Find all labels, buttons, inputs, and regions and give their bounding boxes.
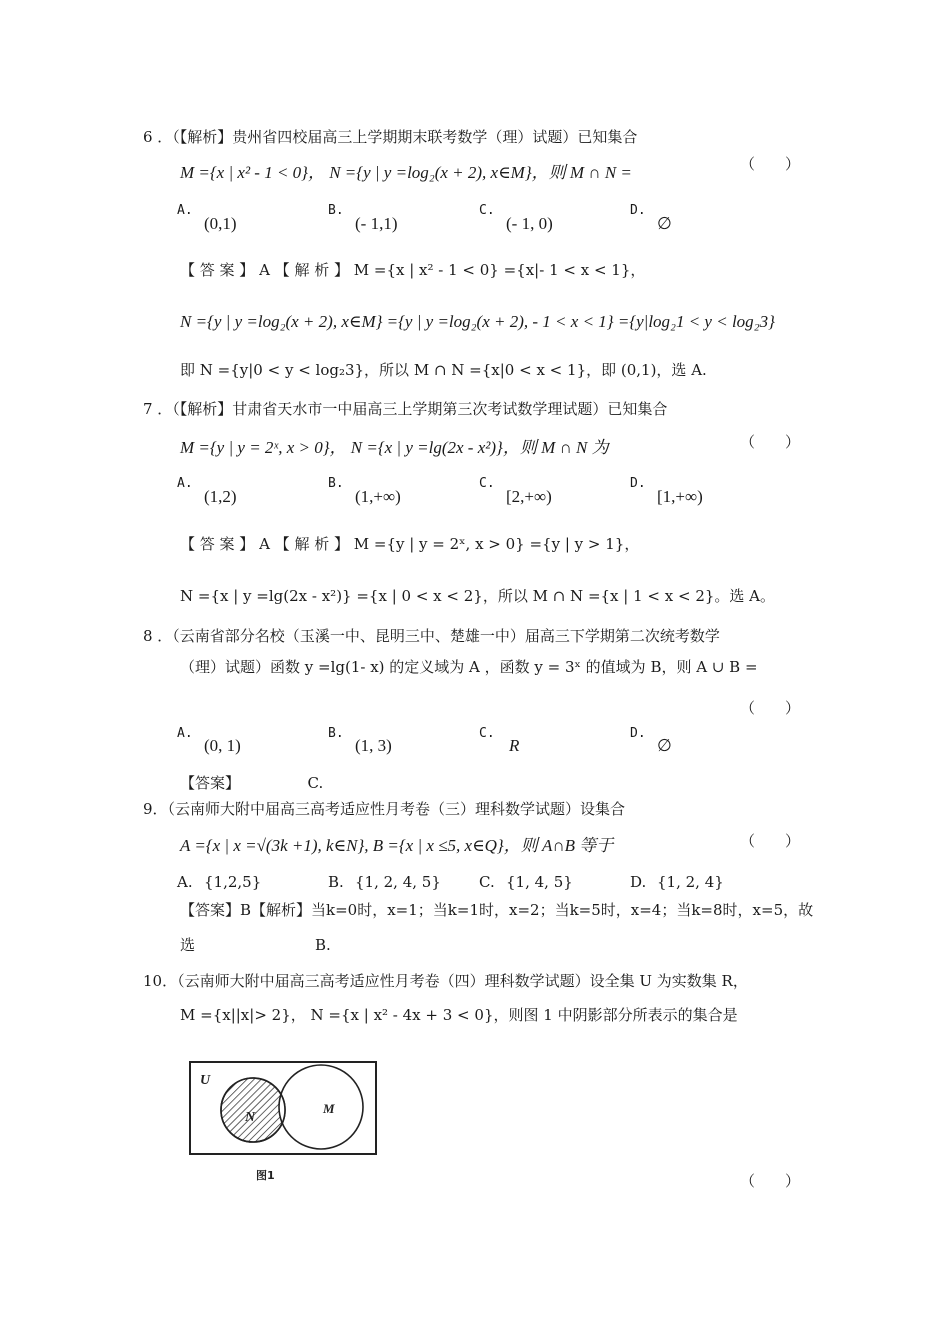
q9-answer-paren: （ ） (740, 832, 801, 850)
q9-option-d-value: {1, 2, 4} (657, 873, 724, 891)
q9-answer-line1: 【答案】B【解析】当k=0时，x=1；当k=1时，x=2；当k=5时，x=4；当k=8时，x=5，故 (180, 901, 814, 919)
q6-stem-line1: 6 ．（【解析】贵州省四校届高三上学期期末联考数学（理）试题）已知集合 (143, 128, 638, 146)
q8-answer: 【答案】 C. (180, 774, 324, 792)
q6-option-b-value: (- 1,1) (355, 214, 398, 233)
q6-option-a-value: (0,1) (204, 214, 237, 233)
q7-option-a-label: A. (177, 476, 193, 491)
q8-stem-line1: 8 ．（云南省部分名校（玉溪一中、昆明三中、楚雄一中）届高三下学期第二次统考数学 (143, 627, 720, 645)
q6-option-b-label: B. (328, 203, 344, 218)
q7-option-d-value: [1,+∞) (657, 487, 703, 506)
q6-answer-line2: N ={y | y =log₂(x + 2), x∈M} ={y | y =log₂(x + 2), - 1 < x < 1} ={y|log₂1 < y < log₂3} (180, 312, 775, 331)
q7-option-b-label: B. (328, 476, 344, 491)
q7-option-a-value: (1,2) (204, 487, 237, 506)
set-m-circle (279, 1065, 363, 1149)
q6-stem-math: M ={x | x² - 1 < 0}， N ={y | y =log₂(x + 2), x∈M}，则 M ∩ N = (180, 163, 632, 182)
figure-caption: 图1 (256, 1169, 275, 1182)
label-u: U (200, 1073, 211, 1088)
q9-option-c-label: C. (479, 873, 495, 891)
q7-option-c-label: C. (479, 476, 495, 491)
q10-stem-line2: M ={x||x|> 2}， N ={x | x² - 4x + 3 < 0}，则图 1 中阴影部分所表示的集合是 (180, 1006, 738, 1024)
q6-answer-paren: （ ） (740, 155, 801, 173)
q9-option-a-value: {1,2,5} (204, 873, 262, 891)
q6-answer-line3: 即 N ={y|0 < y < log₂3}，所以 M ∩ N ={x|0 < x < 1}，即 (0,1)，选 A. (180, 361, 707, 379)
venn-figure (188, 1060, 378, 1185)
q8-stem-line2: （理）试题）函数 y =lg(1- x) 的定义域为 A ，函数 y = 3ˣ 的值域为 B，则 A ∪ B = (180, 658, 758, 676)
q9-option-a-label: A. (177, 873, 193, 891)
q8-option-d-label: D. (630, 726, 646, 741)
q8-option-a-value: (0, 1) (204, 736, 241, 755)
q7-stem-line1: 7 ．（【解析】甘肃省天水市一中届高三上学期第三次考试数学理试题）已知集合 (143, 400, 668, 418)
q7-answer-line1: 【 答 案 】 A 【 解 析 】 M ={y | y = 2ˣ, x > 0} ={y | y > 1}， (180, 535, 640, 553)
q8-answer-paren: （ ） (740, 699, 801, 717)
q9-stem-math: A ={x | x =√(3k +1), k∈N}, B ={x | x ≤5, x∈Q}，则 A∩B 等于 (180, 836, 614, 855)
q7-option-d-label: D. (630, 476, 646, 491)
q9-stem-line1: 9．（云南师大附中届高三高考适应性月考卷（三）理科数学试题）设集合 (143, 800, 626, 818)
q8-option-c-value: R (509, 736, 520, 755)
q6-option-c-value: (- 1, 0) (506, 214, 553, 233)
q8-option-c-label: C. (479, 726, 495, 741)
q9-answer-line2: 选 B. (180, 936, 331, 954)
q8-option-d-value: ∅ (657, 736, 672, 755)
q9-option-c-value: {1, 4, 5} (506, 873, 573, 891)
q7-stem-math: M ={y | y = 2ˣ, x > 0}， N ={x | y =lg(2x - x²)}，则 M ∩ N 为 (180, 438, 609, 457)
q8-option-a-label: A. (177, 726, 193, 741)
venn-diagram (188, 1060, 378, 1185)
q9-option-b-value: {1, 2, 4, 5} (355, 873, 441, 891)
label-n: N (245, 1110, 256, 1125)
q7-answer-paren: （ ） (740, 433, 801, 451)
q6-answer-line1: 【 答 案 】 A 【 解 析 】 M ={x | x² - 1 < 0} ={x|- 1 < x < 1}， (180, 261, 646, 279)
q8-option-b-label: B. (328, 726, 344, 741)
label-m: M (323, 1101, 335, 1116)
q9-option-b-label: B. (328, 873, 344, 891)
q6-option-d-value: ∅ (657, 214, 672, 233)
q7-option-b-value: (1,+∞) (355, 487, 401, 506)
q6-option-a-label: A. (177, 203, 193, 218)
q8-option-b-value: (1, 3) (355, 736, 392, 755)
q6-option-c-label: C. (479, 203, 495, 218)
q7-answer-line2: N ={x | y =lg(2x - x²)} ={x | 0 < x < 2}，所以 M ∩ N ={x | 1 < x < 2}。选 A。 (180, 587, 776, 605)
q10-stem-line1: 10．（云南师大附中届高三高考适应性月考卷（四）理科数学试题）设全集 U 为实数集 R， (143, 972, 748, 990)
q9-option-d-label: D. (630, 873, 647, 891)
q6-option-d-label: D. (630, 203, 646, 218)
q10-answer-paren: （ ） (740, 1172, 801, 1190)
q7-option-c-value: [2,+∞) (506, 487, 552, 506)
